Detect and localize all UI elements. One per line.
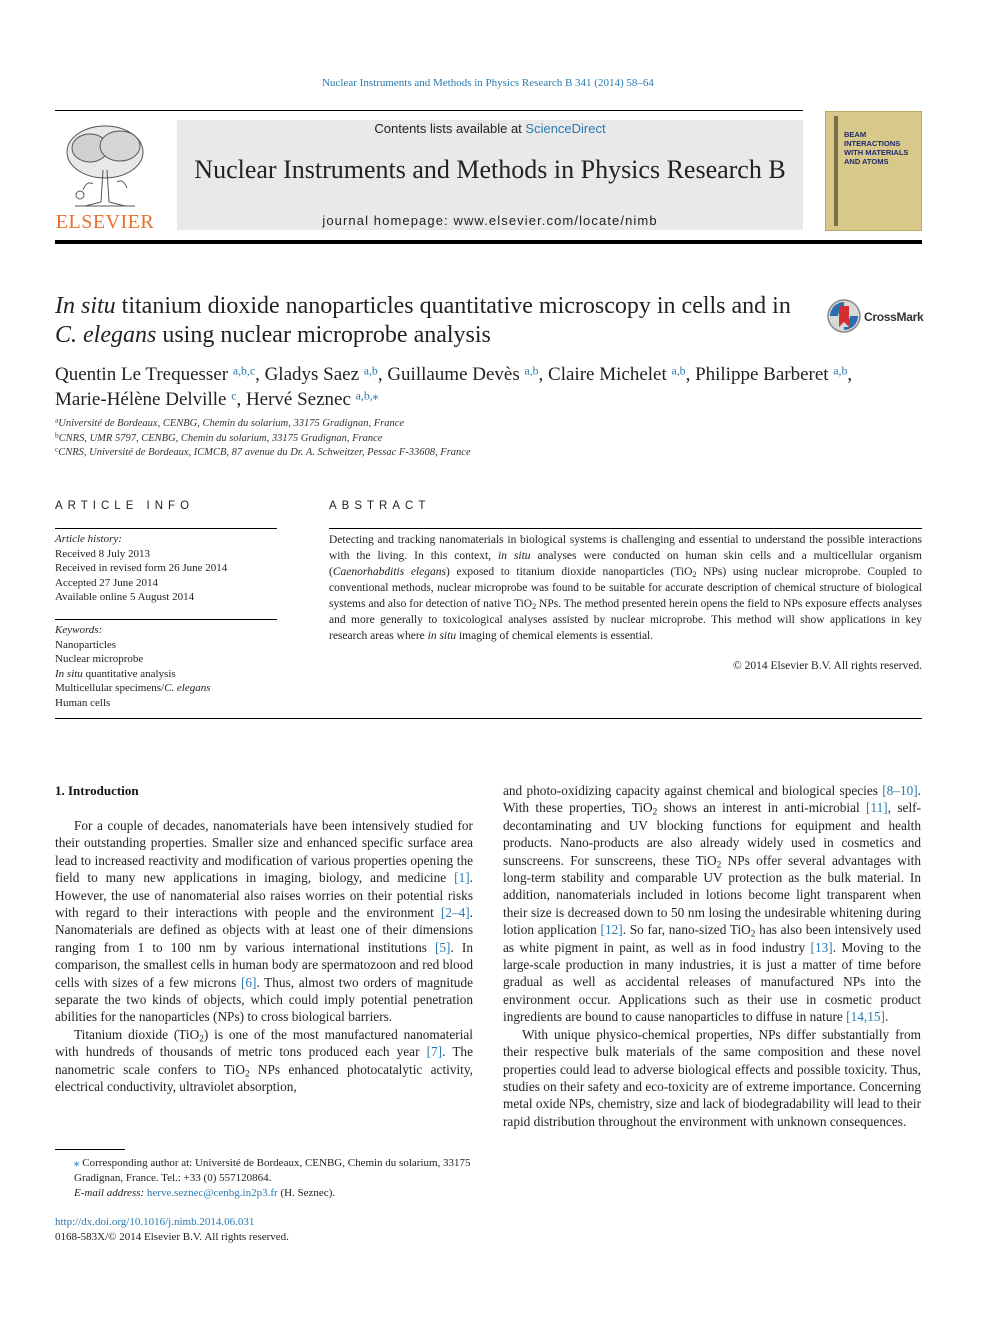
author-name[interactable]: Claire Michelet (548, 364, 667, 385)
header-top-rule (55, 110, 803, 111)
reference-link[interactable]: [11] (866, 800, 888, 816)
title-italic-in-situ: In situ (55, 293, 116, 319)
author-affiliation-marker[interactable]: a,b,⁎ (355, 389, 379, 403)
homepage-prefix: journal homepage: (322, 213, 454, 228)
contents-line (177, 121, 803, 136)
abstract-segment: NPs) using nuclear microprobe. Coupled to conventional methods, nuclear microprobe was found to be suitable for accurate description of chemical structure of biological systems and also for detection of native TiO (329, 566, 922, 610)
reference-link[interactable]: [12] (600, 922, 623, 938)
author-name[interactable]: Philippe Barberet (695, 364, 829, 385)
author-affiliation-marker[interactable]: c (231, 389, 237, 403)
front-matter-end-rule (55, 718, 922, 719)
sciencedirect-link[interactable]: ScienceDirect (525, 121, 606, 136)
author-separator: , (538, 364, 549, 385)
paragraph (55, 1026, 473, 1096)
affiliation-item (55, 446, 925, 461)
affiliation-text: CNRS, Université de Bordeaux, ICMCB, 87 avenue du Dr. A. Schweitzer, Pessac F-33608, France (58, 447, 471, 458)
text-segment: , self-decontaminating and UV blocking functions for equipment and health products. Nano-products are also already widely used in cosmetics and sunscreens. For sunscreens, these TiO (503, 800, 921, 868)
keyword-item: Nanoparticles (55, 638, 117, 651)
affiliation-item (55, 432, 925, 447)
body-column-left (55, 817, 473, 1096)
history-received: Received 8 July 2013 (55, 547, 151, 560)
text-segment: Titanium dioxide (TiO (74, 1026, 200, 1042)
abstract-segment: imaging of chemical elements is essential. (456, 630, 654, 642)
subscript: 2 (244, 1069, 250, 1079)
article-history-label: Article history: (55, 533, 122, 545)
email-suffix: (H. Seznec). (277, 1187, 336, 1199)
email-link[interactable]: herve.seznec@cenbg.in2p3.fr (146, 1187, 278, 1199)
cover-title: BEAM INTERACTIONS WITH MATERIALS AND ATOMS (844, 130, 909, 166)
elsevier-wordmark: ELSEVIER (55, 211, 155, 233)
keyword-item: Human cells (55, 696, 111, 709)
journal-cover-thumbnail[interactable] (825, 111, 922, 231)
text-segment: ) is one of the most manufactured nanomaterial with hundreds of thousands of metric tons produced each year (55, 1026, 473, 1060)
author-name[interactable]: Quentin Le Trequesser (55, 364, 229, 385)
keyword-rest: quantitative analysis (82, 667, 176, 680)
author-separator: , (377, 364, 388, 385)
affiliation-list (55, 417, 925, 461)
text-segment: . In comparison, the smallest cells in human body are spermatozoon and red blood cells with sizes of a few microns (55, 939, 473, 990)
author-name[interactable]: Marie-Hélène Delville (55, 389, 227, 410)
history-online: Available online 5 August 2014 (55, 591, 195, 603)
reference-link[interactable]: [1] (454, 870, 470, 886)
journal-homepage (177, 213, 803, 228)
article-history (55, 532, 277, 605)
abstract-segment: analyses were conducted on human skin cells and a multicellular organism ( (329, 550, 923, 578)
affiliation-item (55, 417, 925, 432)
text-segment: . With these properties, TiO (503, 783, 921, 816)
author-name[interactable]: Guillaume Devès (387, 364, 520, 385)
keyword-italic: In situ (55, 667, 83, 680)
text-segment: and photo-oxidizing capacity against chemical and biological species (503, 783, 883, 798)
author-separator: , (236, 389, 246, 410)
doi-link[interactable]: http://dx.doi.org/10.1016/j.nimb.2014.06.031 (55, 1216, 255, 1228)
author-name[interactable]: Hervé Seznec (245, 389, 351, 410)
author-affiliation-marker[interactable]: a,b (671, 364, 686, 378)
keyword-prefix: Multicellular specimens/ (55, 682, 165, 694)
author-separator: , (255, 364, 265, 385)
text-segment: NPs enhanced photocatalytic activity, electrical conductivity, ultraviolet absorption, (55, 1061, 473, 1095)
abstract-italic: in situ (427, 630, 457, 642)
title-italic-c-elegans: C. elegans (55, 322, 157, 348)
text-segment: For a couple of decades, nanomaterials have been intensively studied for their outstanding properties. Smaller size and enhanced specific surface area lead to increased reactivity and modification of various properties opening the field to many new applications in imaging, biology, and medicine (55, 818, 473, 886)
subscript: 2 (652, 807, 658, 818)
text-segment: . So far, nano-sized TiO (622, 922, 751, 938)
author-separator: , (685, 364, 696, 385)
footnote-rule (55, 1149, 125, 1150)
issn-line: 0168-583X/© 2014 Elsevier B.V. All rights reserved. (55, 1231, 289, 1243)
affiliation-key: c (55, 444, 59, 454)
subscript: 2 (750, 929, 756, 940)
affiliation-key: b (55, 430, 59, 440)
text-segment: . Thus, almost two orders of magnitude separate the two kinds of objects, which could imply potential penetration abilities for the nanoparticles (NPs) to cross biological barriers. (55, 974, 473, 1025)
keyword-item (55, 667, 277, 682)
footnote-star: ⁎ (74, 1157, 80, 1169)
abstract-text (329, 532, 922, 644)
text-segment: . Nanomaterials are defined as objects with at least one of their dimensions ranging from 1 to 100 nm by various international institutions (55, 905, 473, 955)
paragraph (503, 782, 921, 1026)
author-affiliation-marker[interactable]: a,b (833, 364, 848, 378)
keyword-item: Nuclear microprobe (55, 653, 144, 665)
author-list (55, 362, 925, 412)
cover-stripe (834, 116, 838, 226)
article-title (55, 292, 815, 350)
keyword-item (55, 681, 277, 696)
homepage-url[interactable]: www.elsevier.com/locate/nimb (453, 213, 658, 228)
text-segment: shows an interest in anti-microbial (657, 800, 867, 816)
abstract-subscript: 2 (532, 602, 537, 611)
affiliation-key: a (55, 415, 59, 425)
author-name[interactable]: Gladys Saez (264, 364, 360, 385)
author-affiliation-marker[interactable]: a,b,c (232, 364, 256, 378)
abstract-rule (329, 528, 922, 529)
text-segment: . However, the use of nanomaterial also raises worries on their potential risks with regard to their interactions with people and the environment (55, 870, 473, 921)
text-segment: NPs offer several advantages with long-term stability and comparable UV protection as the bulk material. In addition, nanomaterials included in lotions become light transparent when their size is decreased down to 50 nm losing the undesirable whitening during lotion application (503, 852, 922, 938)
article-info-rule (55, 528, 277, 529)
title-part-end: using nuclear microprobe analysis (156, 322, 491, 348)
affiliation-text: CNRS, UMR 5797, CENBG, Chemin du solarium, 33175 Gradignan, France (58, 432, 383, 444)
abstract-copyright: © 2014 Elsevier B.V. All rights reserved. (733, 660, 922, 672)
header-bottom-rule (55, 240, 922, 244)
author-separator: , (847, 364, 853, 385)
history-revised: Received in revised form 26 June 2014 (55, 562, 228, 574)
paragraph: With unique physico-chemical properties, NPs differ substantially from their respective bulk materials of the same composition and these novel properties could lead to adverse biological effects and possible toxicity. Thus, studies on their safety and eco-toxicity are of extreme importance. Concerning metal oxide NPs, chemistry, size and lack of biodegradability will lead to their rapid distribution throughout the environment with unknown consequences. (503, 1026, 921, 1129)
keywords-block (55, 623, 277, 710)
reference-link[interactable]: [14,15] (846, 1009, 885, 1025)
affiliation-text: Université de Bordeaux, CENBG, Chemin du solarium, 33175 Gradignan, France (58, 418, 405, 429)
abstract-heading: ABSTRACT (329, 500, 431, 512)
reference-link[interactable]: [7] (426, 1044, 443, 1060)
keywords-rule (55, 619, 277, 620)
abstract-italic: in situ (498, 550, 531, 562)
contents-prefix: Contents lists available at (374, 121, 526, 136)
history-accepted: Accepted 27 June 2014 (55, 576, 158, 589)
reference-link[interactable]: [8–10] (882, 783, 918, 798)
footnote-corresponding: Corresponding author at: Université de Bordeaux, CENBG, Chemin du solarium, 33175 Gradignan, France. Tel.: +33 (0) 557120864. (74, 1157, 471, 1184)
journal-title: Nuclear Instruments and Methods in Physics Research B (194, 155, 786, 184)
abstract-subscript: 2 (692, 570, 697, 579)
author-affiliation-marker[interactable]: a,b (363, 364, 378, 378)
reference-link[interactable]: [2–4] (440, 905, 470, 921)
text-segment: has also been intensively used as white pigment in paint, as well as in food industry (503, 922, 921, 955)
email-label: E-mail address: (74, 1187, 147, 1199)
author-affiliation-marker[interactable]: a,b (524, 364, 539, 378)
crossmark-label[interactable]: CrossMark (864, 310, 924, 324)
article-info-heading: ARTICLE INFO (55, 500, 195, 512)
reference-link[interactable]: [5] (434, 939, 451, 955)
text-segment: . Moving to the large-scale production in many industries, it is just a matter of time before gradual as well as accidental releases of manufactured NPs into the environment occur. Applications such as their use in cosmetic product ingredients are bound to cause nanoparticles to diffuse in nature (503, 939, 921, 1025)
subscript: 2 (199, 1034, 204, 1045)
text-segment: . The nanometric scale confers to TiO (55, 1044, 473, 1077)
text-segment: . (884, 1009, 889, 1025)
subscript: 2 (716, 859, 722, 870)
abstract-segment: NPs. The method presented herein opens the field to NPs exposure effects analyses and more generally to toxicological analyses assisted by nuclear microprobe. This method will show applications in key research areas where (329, 598, 922, 642)
reference-link[interactable]: [6] (240, 974, 257, 990)
journal-citation[interactable]: Nuclear Instruments and Methods in Physics Research B 341 (2014) 58–64 (322, 77, 654, 89)
keywords-label: Keywords: (55, 624, 103, 636)
abstract-italic: Caenorhabditis elegans (332, 566, 446, 578)
paragraph (55, 817, 473, 1026)
reference-link[interactable]: [13] (810, 939, 833, 955)
abstract-segment: Detecting and tracking nanomaterials in biological systems is challenging and essential to understand the possible interactions with the living. In this context, (329, 534, 922, 562)
corresponding-author-footnote (55, 1156, 475, 1201)
body-column-right (503, 782, 921, 1130)
title-part-mid: titanium dioxide nanoparticles quantitative microscopy in cells and in (115, 293, 791, 319)
abstract-segment: ) exposed to titanium dioxide nanoparticles (TiO (445, 566, 693, 578)
section-heading-introduction: 1. Introduction (55, 783, 139, 798)
keyword-italic: C. elegans (164, 682, 211, 694)
